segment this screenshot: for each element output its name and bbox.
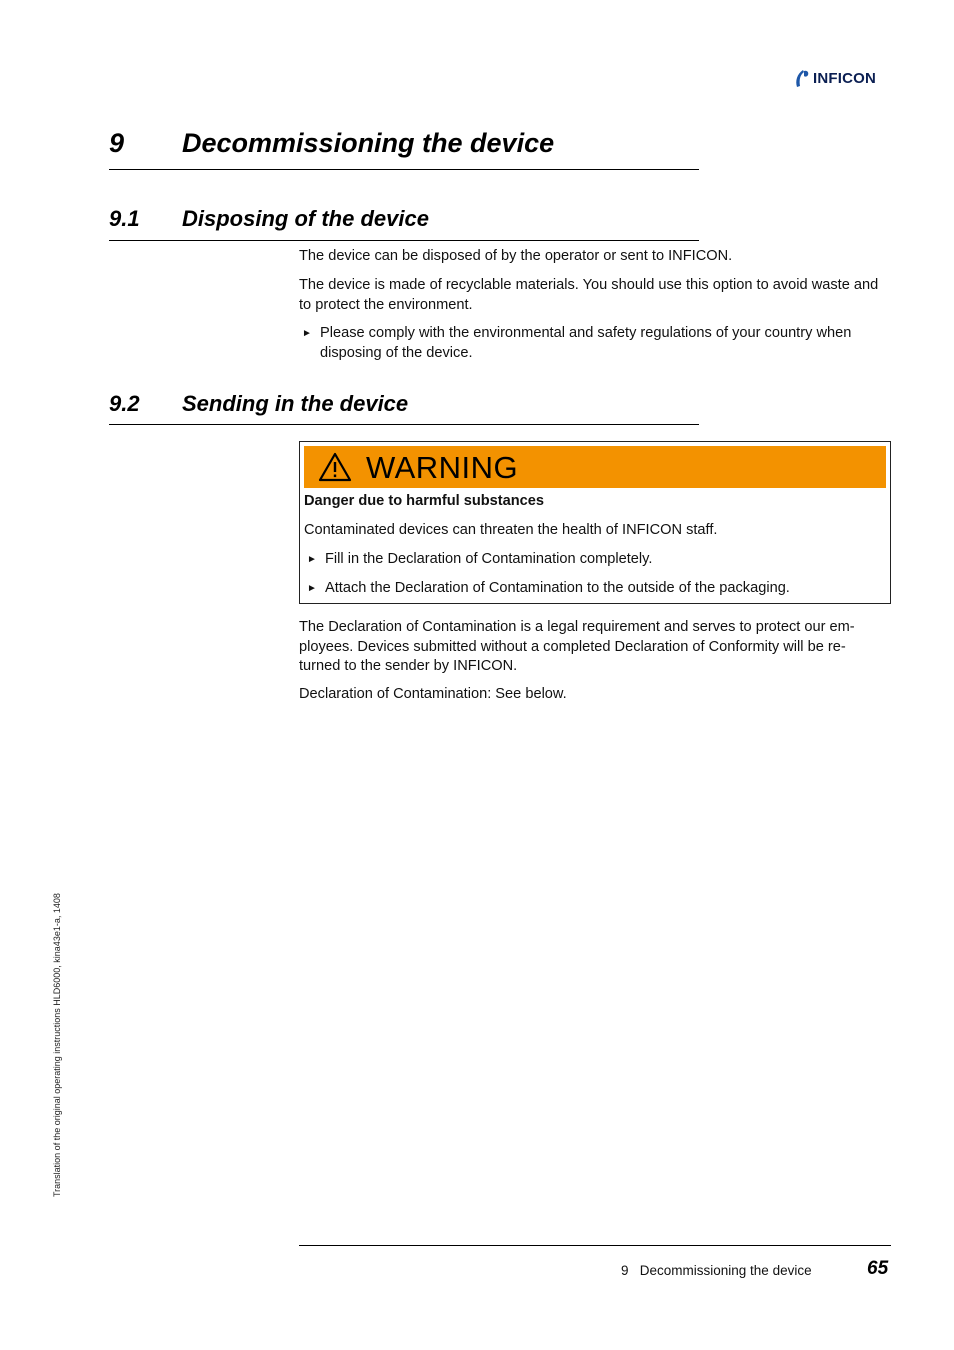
chapter-heading: [109, 126, 699, 170]
logo-text: INFICON: [813, 69, 877, 87]
warning-triangle-icon: [318, 452, 352, 482]
warning-list-item: [304, 550, 884, 569]
section-title: Disposing of the device: [182, 206, 429, 231]
section-heading-sending: [109, 389, 699, 425]
footer-chapter-ref: 9 Decommissioning the device: [621, 1263, 812, 1278]
inficon-logo-mark-icon: [794, 68, 810, 88]
paragraph: The Declaration of Contamination is a legal requirement and serves to protect our employees. Devices submitted without a completed Declaration of Conformity will be returned to the sender by INFICON.: [299, 619, 855, 674]
warning-list-item-text: Attach the Declaration of Contamination to the outside of the packaging.: [325, 580, 790, 596]
paragraph: The device is made of recyclable materials. You should use this option to avoid waste and to protect the environment.: [299, 277, 879, 313]
warning-list-item: [304, 579, 884, 598]
list-item-text: Please comply with the environmental and safety regulations of your country when disposing of the device.: [320, 325, 852, 361]
warning-text: Contaminated devices can threaten the health of INFICON staff.: [304, 522, 718, 538]
paragraph: The device can be disposed of by the operator or sent to INFICON.: [299, 248, 733, 264]
section-number: 9.1: [109, 206, 140, 231]
chapter-title: Decommissioning the device: [182, 128, 555, 158]
right-triangle-arrow-icon: ►: [307, 554, 317, 565]
side-note: Translation of the original operating instructions HLD6000, kina43e1-a, 1408: [52, 893, 62, 1197]
warning-title: Danger due to harmful substances: [304, 493, 545, 509]
chapter-number: 9: [109, 128, 125, 158]
paragraph: Declaration of Contamination: See below.: [299, 686, 567, 702]
right-triangle-arrow-icon: ►: [302, 328, 312, 339]
section-heading-disposing: [109, 204, 699, 241]
footer-divider: [299, 1245, 891, 1246]
warning-banner: [304, 446, 886, 488]
section-title: Sending in the device: [182, 391, 409, 416]
list-item: [299, 324, 891, 363]
warning-list-item-text: Fill in the Declaration of Contamination completely.: [325, 551, 653, 567]
page-number: 65: [867, 1258, 889, 1279]
warning-label: WARNING: [366, 450, 519, 485]
right-triangle-arrow-icon: ►: [307, 583, 317, 594]
warning-box: [299, 441, 891, 604]
section-number: 9.2: [109, 391, 140, 416]
inficon-logo: [794, 67, 876, 89]
